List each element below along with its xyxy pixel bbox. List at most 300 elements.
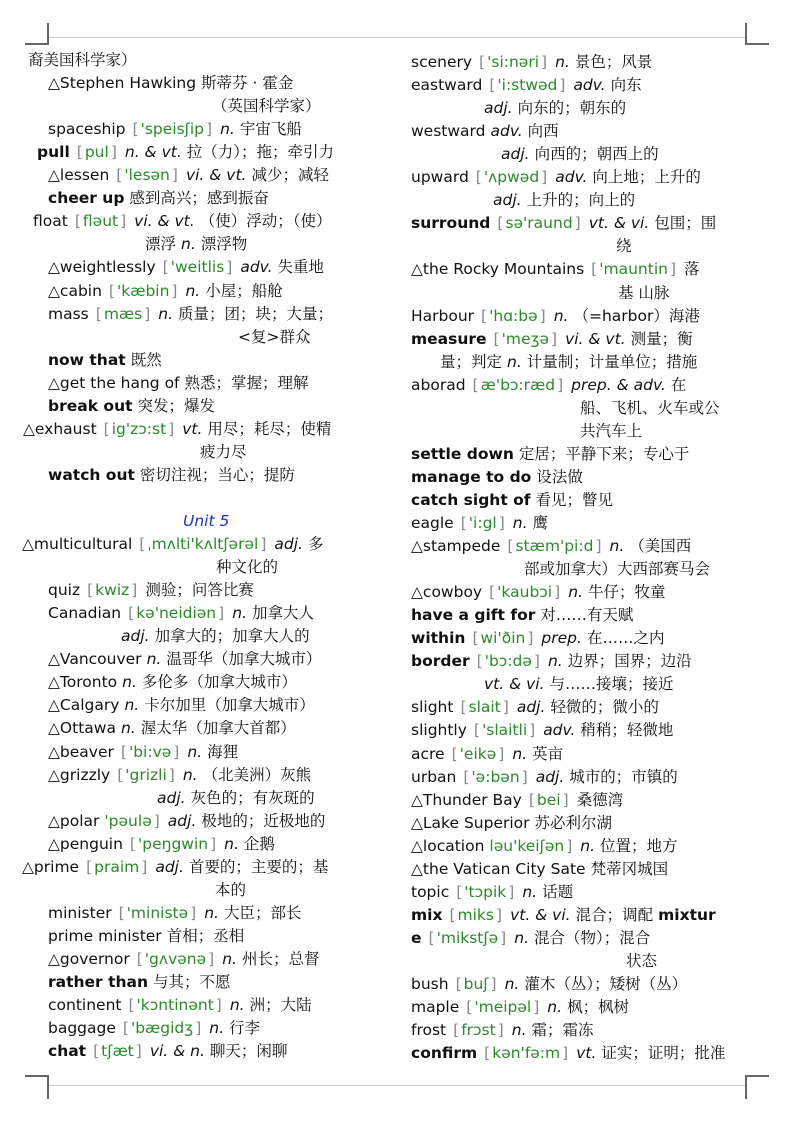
headword: break out: [48, 396, 133, 415]
definition: 话题: [542, 882, 574, 901]
part-of-speech: n.: [568, 583, 583, 602]
definition: 多: [307, 535, 324, 554]
phonetic: [ 'mikstʃə ]: [427, 929, 510, 947]
definition: 位置；地方: [600, 836, 678, 855]
headword: maple: [411, 998, 460, 1017]
part-of-speech: vi. & vt.: [185, 166, 247, 185]
part-of-speech: n.: [124, 696, 140, 715]
part-of-speech: adv.: [573, 76, 606, 95]
headword: baggage: [48, 1019, 116, 1038]
definition: 减少；减轻: [251, 166, 329, 185]
vocab-entry: [411, 466, 588, 488]
part-of-speech: adj.: [501, 145, 530, 164]
vocab-entry: [411, 627, 669, 649]
definition: 梵蒂冈城国: [590, 859, 669, 878]
vocab-entry: [580, 397, 725, 419]
part-of-speech: n.: [158, 304, 174, 323]
definition: 种文化的: [216, 558, 279, 577]
definition: 混合（物）；混合: [533, 928, 651, 947]
definition: （美国西: [629, 537, 692, 556]
definition: 向上地；上升的: [592, 168, 701, 187]
headword: △the Rocky Mountains: [411, 260, 585, 279]
definition: 加拿大的；加拿大人的: [154, 627, 310, 646]
headword: △the Vatican City Sate: [411, 859, 586, 878]
phonetic: [ 'meʒə ]: [492, 330, 561, 348]
vocab-entry: [48, 902, 307, 924]
headword: △multicultural: [22, 535, 133, 554]
vocab-entry: [411, 881, 578, 903]
headword: △Vancouver: [48, 650, 142, 669]
headword: △location: [411, 836, 485, 855]
unit-title: Unit 5: [183, 512, 230, 530]
vocab-entry: [22, 533, 328, 555]
vocab-entry: [48, 372, 314, 394]
phonetic: 'pəulə ]: [104, 812, 162, 830]
vocab-entry: [145, 233, 252, 255]
headword: spaceship: [48, 120, 126, 139]
definition: 苏必利尔湖: [534, 813, 613, 832]
vocab-entry: [580, 420, 647, 442]
crop-mark-tl-v: [47, 23, 49, 44]
definition: 漂浮: [145, 235, 177, 254]
part-of-speech: n.: [511, 1021, 527, 1040]
vocab-entry: [48, 1017, 265, 1039]
vocab-entry: [411, 74, 647, 96]
definition: <复>群众: [238, 327, 311, 346]
vocab-entry: [48, 256, 329, 278]
phonetic: [ 'weitlis ]: [161, 258, 236, 276]
vocab-entry: [501, 143, 664, 165]
phonetic: [ bei ]: [527, 791, 572, 809]
headword: △cowboy: [411, 583, 483, 602]
definition: 英亩: [532, 744, 564, 763]
vocab-entry: [23, 418, 336, 440]
vocab-entry: [48, 579, 259, 601]
part-of-speech: n.: [120, 719, 136, 738]
part-of-speech: n.: [232, 604, 247, 623]
phonetic: [ kə'neidiən ]: [126, 604, 227, 622]
headword: △exhaust: [23, 419, 97, 438]
headword: slight: [411, 698, 454, 717]
part-of-speech: n.: [182, 765, 198, 784]
vocab-entry: [411, 166, 706, 188]
definition: 渥太华（加拿大首都）: [140, 719, 296, 738]
phonetic: [ 'lesən ]: [114, 166, 181, 184]
headword: have a gift for: [411, 606, 536, 625]
definition: 桑德湾: [576, 790, 624, 809]
phonetic: [ 'mauntin ]: [589, 260, 679, 278]
definition: 裔美国科学家）: [28, 51, 137, 69]
crop-mark-tl-h: [25, 43, 49, 45]
headword: aborad: [411, 375, 466, 394]
definition: 向东的；朝东的: [517, 99, 627, 118]
headword: within: [411, 629, 466, 648]
definition: 稍稍；轻微地: [580, 721, 674, 740]
vocab-entry: [411, 1019, 599, 1041]
vocab-entry: [411, 604, 638, 626]
vocab-entry: [22, 856, 333, 878]
definition: （使）浮动；（使）: [199, 212, 332, 231]
crop-mark-tr-h: [745, 43, 769, 45]
definition: 共汽车上: [580, 421, 643, 440]
headword: acre: [411, 744, 445, 763]
vocab-entry: [48, 280, 288, 302]
headword: △cabin: [48, 281, 102, 300]
vocab-entry: [411, 812, 617, 834]
vocab-entry: [33, 210, 336, 232]
vocab-entry: [48, 1040, 292, 1062]
definition: 看见；瞥见: [535, 490, 614, 509]
part-of-speech: n.: [181, 235, 196, 254]
vocab-entry: [48, 717, 301, 739]
definition: 海狸: [207, 742, 239, 761]
definition: 熟悉；掌握；理解: [184, 373, 309, 392]
vocab-entry: [48, 395, 220, 417]
headword: chat: [48, 1042, 87, 1061]
crop-mark-tr-v: [745, 23, 747, 44]
headword: △penguin: [48, 834, 123, 853]
headword: eastward: [411, 76, 483, 95]
phonetic: [ 'ministə ]: [117, 904, 200, 922]
definition: 城市的；市镇的: [569, 767, 678, 786]
definition: 疲力尽: [200, 442, 247, 461]
part-of-speech: n.: [580, 836, 596, 855]
definition: 与……接壤；接近: [549, 675, 674, 694]
definition: 聊天；闲聊: [209, 1042, 288, 1061]
definition: 定居；平静下来；专心于: [518, 444, 690, 463]
vocab-entry: [411, 927, 655, 949]
vocab-entry: [411, 443, 694, 465]
crop-mark-bl-h: [25, 1075, 49, 1077]
vocab-entry: [48, 164, 334, 186]
part-of-speech: n.: [555, 53, 570, 71]
definition: 轻微的；微小的: [550, 698, 659, 717]
part-of-speech: n.: [507, 352, 522, 371]
headword: △get the hang of: [48, 373, 180, 392]
vocab-entry: [28, 49, 142, 71]
part-of-speech: adj.: [157, 788, 186, 807]
vocab-entry: [411, 212, 721, 234]
headword: mix: [411, 905, 443, 924]
phonetic: [ pul ]: [75, 143, 120, 161]
part-of-speech: adj.: [493, 191, 522, 210]
definition: 设法做: [536, 467, 583, 486]
vocab-entry: [440, 351, 702, 373]
vocab-entry: [411, 904, 721, 926]
vocab-entry: [411, 51, 657, 73]
definition: 本的: [215, 880, 247, 899]
vocab-entry: [48, 764, 316, 786]
definition: 首相；丞相: [166, 926, 245, 945]
definition: 用尽；耗尽；使精: [207, 419, 332, 438]
definition: 落: [684, 260, 700, 279]
phonetic: [ tʃæt ]: [91, 1042, 145, 1060]
phonetic: [ 'eikə ]: [450, 745, 508, 763]
vocab-entry: [524, 558, 715, 580]
headword: △weightlessly: [48, 258, 156, 277]
headword: prime minister: [48, 926, 162, 945]
part-of-speech: vt.: [576, 1044, 597, 1063]
definition: 拉（力）；拖；牵引力: [186, 143, 335, 162]
phonetic: [ kwiz ]: [85, 581, 140, 599]
headword: urban: [411, 767, 457, 786]
part-of-speech: n.: [522, 882, 538, 901]
headword: pull: [37, 143, 70, 162]
vocab-entry: [48, 810, 330, 832]
headword: △polar: [48, 811, 100, 830]
phonetic: [ 'slaitli ]: [472, 721, 538, 739]
part-of-speech: n.: [204, 903, 219, 922]
definition: 绕: [616, 237, 632, 256]
definition: 加拿大人: [251, 604, 314, 623]
vocab-entry: [212, 95, 326, 117]
phonetic: [ 'kaubɔi ]: [487, 583, 563, 601]
part-of-speech: adv.: [490, 122, 523, 141]
headword: △grizzly: [48, 765, 111, 784]
definition: 斯蒂芬 · 霍金: [201, 74, 294, 93]
definition: 量；判定: [440, 352, 503, 371]
definition: 基 山脉: [618, 283, 670, 302]
phonetic: [ æ'bɔ:ræd ]: [471, 376, 567, 394]
part-of-speech: n.: [146, 650, 162, 669]
vocab-entry: [48, 741, 243, 763]
vocab-entry: [411, 1042, 730, 1064]
definition: 小屋；船舱: [205, 281, 283, 300]
vocab-entry: [48, 187, 274, 209]
headword: mass: [48, 304, 89, 323]
headword: cheer up: [48, 189, 125, 208]
definition: 包围；围: [654, 214, 717, 233]
vocab-entry: [48, 671, 302, 693]
headword: westward: [411, 122, 486, 141]
vocab-entry: [48, 694, 320, 716]
vocab-entry: [48, 118, 307, 140]
part-of-speech: vt. & vi.: [484, 675, 545, 694]
vocab-entry: [411, 835, 683, 857]
definition: 与其；不愿: [153, 973, 231, 991]
headword: upward: [411, 168, 469, 187]
headword: mixtur: [658, 905, 716, 924]
headword: bush: [411, 975, 449, 993]
definition: 行李: [229, 1019, 261, 1038]
definition: 首要的；主要的；基: [188, 857, 329, 876]
part-of-speech: n.: [185, 281, 201, 300]
part-of-speech: adj.: [516, 698, 546, 717]
vocab-entry: [411, 535, 696, 557]
definition: 温哥华（加拿大城市）: [166, 650, 322, 669]
headword: topic: [411, 882, 450, 901]
vocab-entry: [48, 602, 319, 624]
definition: 灌木（丛）；矮树（丛）: [524, 975, 688, 993]
vocab-entry: [215, 879, 251, 901]
crop-mark-br-h: [745, 1075, 769, 1077]
part-of-speech: n.: [514, 928, 529, 947]
vocab-entry: [37, 141, 339, 163]
crop-mark-br-v: [745, 1075, 747, 1099]
vocab-entry: [411, 374, 691, 396]
definition: 测量；衡: [630, 329, 693, 348]
definition: 灰色的；有灰斑的: [190, 788, 315, 807]
vocab-entry: [238, 326, 315, 348]
vocab-entry: [48, 971, 236, 993]
headword: border: [411, 652, 470, 671]
phonetic: [ slait ]: [458, 698, 511, 716]
definition: 洲；大陆: [249, 996, 312, 1015]
vocab-entry: [411, 258, 705, 280]
vocab-entry: [411, 489, 618, 511]
part-of-speech: n.: [553, 306, 569, 325]
phonetic: [ 'hɑ:bə ]: [479, 307, 549, 325]
part-of-speech: adj.: [274, 535, 303, 554]
definition: 向东: [610, 76, 642, 95]
definition: 漂浮物: [200, 235, 248, 254]
part-of-speech: n.: [122, 673, 137, 692]
part-of-speech: vi. & n.: [149, 1042, 205, 1061]
phonetic: [ 'tɔpik ]: [454, 883, 517, 901]
phonetic: [ ˌmʌlti'kʌltʃərəl ]: [137, 535, 269, 553]
headword: Harbour: [411, 306, 475, 325]
part-of-speech: adj.: [155, 857, 184, 876]
phonetic: [ 'peŋgwin ]: [128, 835, 219, 853]
phonetic: [ frɔst ]: [451, 1021, 507, 1039]
page-rule-top: [48, 37, 746, 38]
phonetic: [ miks ]: [447, 906, 505, 924]
definition: 企鹅: [243, 834, 275, 853]
vocab-entry: [484, 673, 679, 695]
part-of-speech: prep.: [541, 629, 582, 648]
definition: 质量；团；块；大量；: [178, 304, 334, 323]
vocab-entry: [48, 925, 249, 947]
definition: 宇宙飞船: [239, 120, 302, 139]
part-of-speech: n.: [224, 834, 239, 853]
vocab-entry: [411, 512, 553, 534]
vocab-entry: [200, 441, 252, 463]
vocab-entry: [484, 97, 631, 119]
definition: 向西: [527, 122, 559, 141]
phonetic: [ mæs ]: [94, 305, 154, 323]
definition: 向西的；朝西上的: [534, 145, 659, 164]
unit-heading: [183, 510, 234, 532]
vocab-entry: [48, 349, 167, 371]
headword: quiz: [48, 581, 81, 600]
vocab-entry: [411, 650, 697, 672]
definition: 牛仔；牧童: [587, 583, 666, 602]
part-of-speech: vt. & vi.: [588, 214, 650, 233]
phonetic: [ 'i:stwəd ]: [487, 76, 568, 94]
headword: watch out: [48, 465, 135, 484]
definition: 鹰: [532, 514, 549, 532]
definition: （北美洲）灰熊: [202, 765, 312, 784]
headword: △stampede: [411, 537, 501, 556]
definition: 在……之内: [586, 629, 665, 648]
phonetic: [ sə'raund ]: [495, 214, 583, 232]
headword: △Thunder Bay: [411, 790, 522, 809]
vocab-entry: [48, 948, 324, 970]
vocab-entry: [48, 464, 300, 486]
definition: （=harbor）海港: [573, 306, 700, 325]
definition: 对……有天赋: [540, 606, 634, 625]
phonetic: [ buʃ ]: [454, 975, 500, 993]
headword: manage to do: [411, 467, 532, 486]
phonetic: [ 'bi:və ]: [119, 743, 182, 761]
headword: now that: [48, 350, 126, 369]
vocab-entry: [411, 120, 564, 142]
phonetic: [ 'speisʃip ]: [131, 120, 216, 138]
headword: △Ottawa: [48, 719, 116, 738]
part-of-speech: prep. & adv.: [571, 375, 666, 394]
part-of-speech: n.: [209, 1019, 225, 1038]
headword: confirm: [411, 1044, 478, 1063]
part-of-speech: adv.: [543, 721, 576, 740]
vocab-entry: [411, 766, 683, 788]
headword: frost: [411, 1021, 447, 1040]
part-of-speech: n.: [229, 996, 245, 1015]
definition: 船、飞机、火车或公: [580, 398, 720, 417]
vocab-entry: [48, 72, 298, 94]
phonetic: [ 'ə:bən ]: [461, 768, 530, 786]
definition: 大臣；部长: [224, 903, 302, 922]
part-of-speech: vt. & vi.: [510, 905, 571, 924]
phonetic: [ 'grizli ]: [115, 766, 178, 784]
vocab-entry: [411, 696, 664, 718]
definition: 密切注视；当心；提防: [139, 465, 295, 484]
part-of-speech: adj.: [167, 811, 197, 830]
definition: 感到高兴；感到振奋: [129, 189, 269, 208]
headword: float: [33, 212, 68, 231]
part-of-speech: adv.: [555, 168, 588, 187]
part-of-speech: adj.: [121, 627, 150, 646]
part-of-speech: n.: [504, 975, 520, 993]
headword: surround: [411, 214, 491, 233]
vocab-entry: [411, 581, 670, 603]
phonetic: [ kən'fə:m ]: [482, 1044, 571, 1062]
headword: △Lake Superior: [411, 813, 530, 832]
headword: Canadian: [48, 604, 122, 623]
definition: 边界；国界；边沿: [567, 652, 692, 671]
vocab-entry: [48, 833, 280, 855]
vocab-entry: [411, 858, 673, 880]
vocab-entry: [411, 743, 568, 765]
headword: measure: [411, 329, 487, 348]
part-of-speech: n.: [609, 537, 625, 556]
phonetic: [ stæm'pi:d ]: [505, 537, 604, 555]
part-of-speech: n.: [547, 998, 563, 1017]
part-of-speech: n.: [512, 514, 528, 532]
vocab-entry: [626, 950, 662, 972]
phonetic: [ 'ʌpwəd ]: [474, 168, 550, 186]
headword: slightly: [411, 721, 467, 740]
part-of-speech: vi. & vt.: [565, 329, 626, 348]
vocab-entry: [411, 996, 634, 1018]
definition: 在: [670, 375, 687, 394]
part-of-speech: n.: [220, 120, 235, 139]
phonetic: [ ig'zɔ:st ]: [102, 420, 178, 438]
headword: settle down: [411, 444, 514, 463]
vocab-entry: [411, 719, 678, 741]
definition: 上升的；向上的: [526, 191, 636, 210]
phonetic: [ 'bægidʒ ]: [121, 1019, 204, 1037]
definition: 证实；证明；批准: [601, 1044, 726, 1063]
phonetic: [ 'i:gl ]: [459, 514, 508, 532]
definition: 突发；爆发: [137, 396, 216, 415]
vocab-entry: [411, 328, 698, 350]
part-of-speech: adj.: [535, 767, 565, 786]
definition: 卡尔加里（加拿大城市）: [144, 696, 315, 715]
definition: 混合；调配: [575, 905, 654, 924]
vocab-entry: [216, 556, 283, 578]
part-of-speech: vi. & vt.: [134, 212, 195, 231]
definition: 极地的；近极地的: [201, 811, 326, 830]
